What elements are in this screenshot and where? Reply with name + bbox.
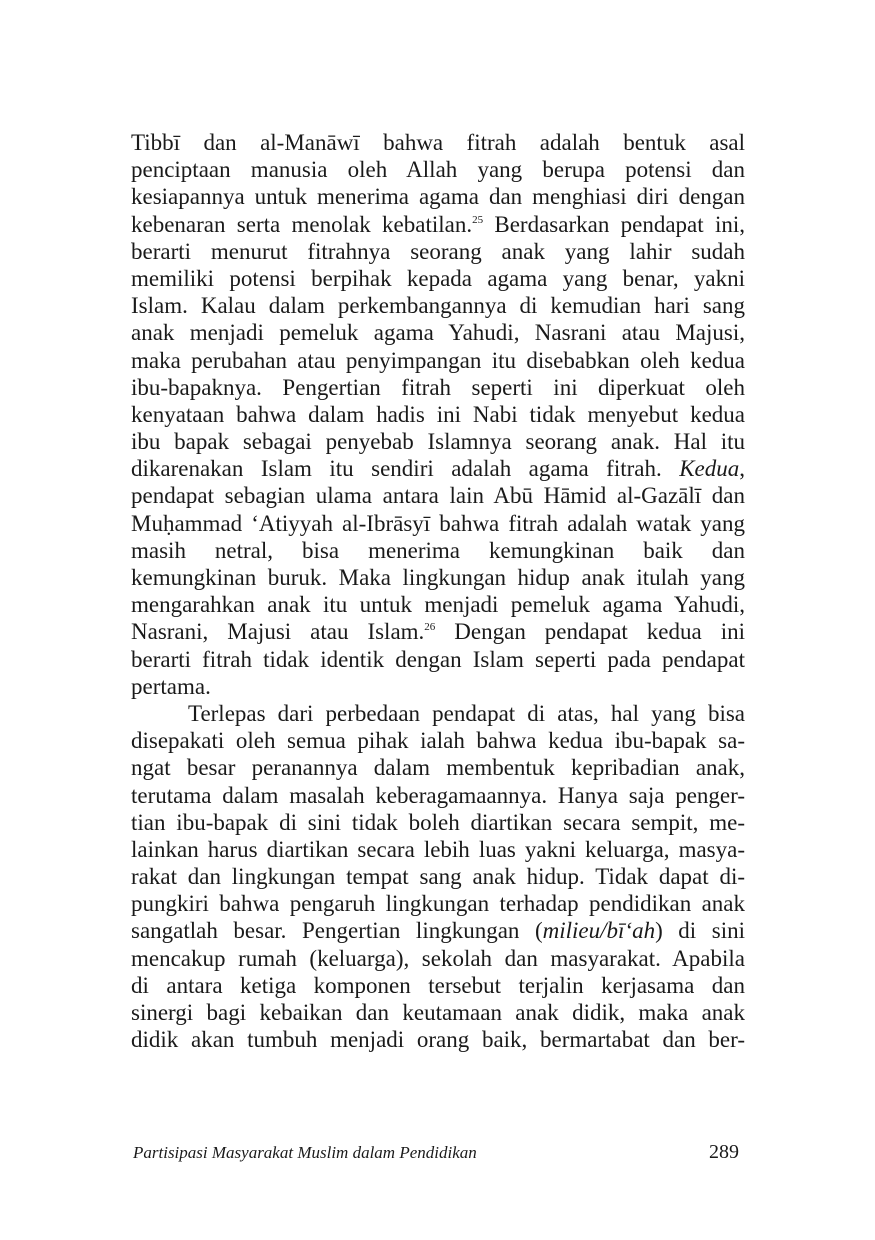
- paragraph: [131, 129, 745, 700]
- text-line: [131, 646, 745, 673]
- text-run: kenyataan bahwa dalam hadis ini Nabi tidak menyebut kedua: [131, 401, 745, 427]
- text-line: [131, 782, 745, 809]
- text-run: kebenaran serta menolak kebatilan.: [131, 211, 473, 237]
- text-line: [131, 754, 745, 781]
- text-run: rakat dan lingkungan tempat sang anak hidup. Tidak dapat di-: [131, 864, 745, 890]
- text-run: kemungkinan buruk. Maka lingkungan hidup anak itulah yang: [131, 565, 745, 590]
- text-line: [131, 347, 745, 374]
- paragraph: [131, 700, 745, 1053]
- text-line: [131, 319, 745, 346]
- text-run: sinergi bagi kebaikan dan keutamaan anak didik, maka anak: [131, 1000, 745, 1025]
- text-run: Muḥammad ‘Atiyyah al-Ibrāsyī bahwa fitrah adalah watak yang: [131, 510, 745, 536]
- text-run: Terlepas dari perbedaan pendapat di atas, hal yang bisa: [188, 700, 745, 726]
- text-line: [131, 618, 745, 645]
- text-run: anak menjadi pemeluk agama Yahudi, Nasrani atau Majusi,: [131, 320, 745, 346]
- text-line: [131, 482, 745, 509]
- text-run: ,: [739, 456, 745, 482]
- italic-text: milieu/bī‘ah: [542, 918, 656, 944]
- text-line: [131, 129, 745, 156]
- text-run: Berdasarkan pendapat ini,: [483, 211, 745, 237]
- text-run: berarti menurut fitrahnya seorang anak yang lahir sudah: [131, 238, 745, 264]
- text-line: [131, 809, 745, 836]
- text-run: ibu-bapaknya. Pengertian fitrah seperti ini diperkuat oleh: [131, 374, 745, 400]
- text-line: [131, 292, 745, 319]
- text-run: masih netral, bisa menerima kemungkinan baik dan: [131, 537, 745, 563]
- text-run: ) di sini: [655, 918, 745, 944]
- text-run: pendapat sebagian ulama antara lain Abū Hāmid al-Gazālī dan: [131, 483, 745, 509]
- text-run: ibu bapak sebagai penyebab Islamnya seorang anak. Hal itu: [131, 429, 745, 455]
- text-line: [131, 917, 745, 944]
- text-run: kesiapannya untuk menerima agama dan menghiasi diri dengan: [131, 184, 745, 210]
- text-run: Tibbī dan al-Manāwī bahwa fitrah adalah bentuk asal: [131, 130, 745, 155]
- text-run: pertama.: [131, 673, 211, 699]
- text-line: [131, 890, 745, 917]
- text-line: [131, 564, 745, 591]
- text-run: Nasrani, Majusi atau Islam.: [131, 619, 425, 645]
- text-run: pungkiri bahwa pengaruh lingkungan terhadap pendidikan anak: [131, 891, 745, 917]
- text-line: [131, 836, 745, 863]
- text-line: [131, 863, 745, 890]
- text-run: memiliki potensi berpihak kepada agama yang benar, yakni: [131, 265, 745, 291]
- text-line: [131, 510, 745, 537]
- text-line: [131, 401, 745, 428]
- text-line: [131, 428, 745, 455]
- text-line: [131, 727, 745, 754]
- text-line: [131, 211, 745, 238]
- text-line: [131, 374, 745, 401]
- text-run: didik akan tumbuh menjadi orang baik, bermartabat dan ber-: [131, 1027, 745, 1053]
- text-line: [131, 265, 745, 292]
- text-run: penciptaan manusia oleh Allah yang berupa potensi dan: [131, 157, 745, 183]
- text-run: lainkan harus diartikan secara lebih luas yakni keluarga, masya-: [131, 836, 745, 862]
- page-number: 289: [709, 1141, 739, 1163]
- footnote-ref[interactable]: 26: [424, 621, 436, 634]
- text-run: dikarenakan Islam itu sendiri adalah agama fitrah.: [131, 456, 680, 482]
- footnote-ref[interactable]: 25: [472, 213, 484, 226]
- body-text: [131, 129, 745, 1053]
- text-line: [131, 945, 745, 972]
- text-line: [131, 673, 745, 700]
- text-line: [131, 537, 745, 564]
- text-run: ngat besar peranannya dalam membentuk kepribadian anak,: [131, 755, 745, 781]
- text-run: terutama dalam masalah keberagamaannya. Hanya saja penger-: [131, 782, 745, 808]
- text-line: [131, 700, 745, 727]
- text-line: [131, 455, 745, 482]
- text-run: mengarahkan anak itu untuk menjadi pemeluk agama Yahudi,: [131, 592, 745, 618]
- text-line: [131, 972, 745, 999]
- text-run: sangatlah besar. Pengertian lingkungan (: [131, 918, 543, 944]
- text-run: di antara ketiga komponen tersebut terjalin kerjasama dan: [131, 972, 745, 998]
- text-run: Islam. Kalau dalam perkembangannya di kemudian hari sang: [131, 293, 745, 319]
- text-run: Dengan pendapat kedua ini: [435, 619, 745, 645]
- page-footer: [131, 1143, 745, 1169]
- text-run: maka perubahan atau penyimpangan itu disebabkan oleh kedua: [131, 347, 745, 373]
- text-run: berarti fitrah tidak identik dengan Islam seperti pada pendapat: [131, 646, 745, 672]
- text-line: [131, 183, 745, 210]
- text-line: [131, 591, 745, 618]
- text-line: [131, 156, 745, 183]
- text-line: [131, 238, 745, 265]
- text-run: mencakup rumah (keluarga), sekolah dan masyarakat. Apabila: [131, 945, 745, 971]
- text-line: [131, 999, 745, 1026]
- italic-text: Kedua: [679, 456, 740, 482]
- running-footer-title: Partisipasi Masyarakat Muslim dalam Pendidikan: [133, 1143, 477, 1162]
- text-run: disepakati oleh semua pihak ialah bahwa kedua ibu-bapak sa-: [131, 728, 745, 754]
- text-run: tian ibu-bapak di sini tidak boleh diartikan secara sempit, me-: [131, 809, 745, 835]
- text-line: [131, 1026, 745, 1053]
